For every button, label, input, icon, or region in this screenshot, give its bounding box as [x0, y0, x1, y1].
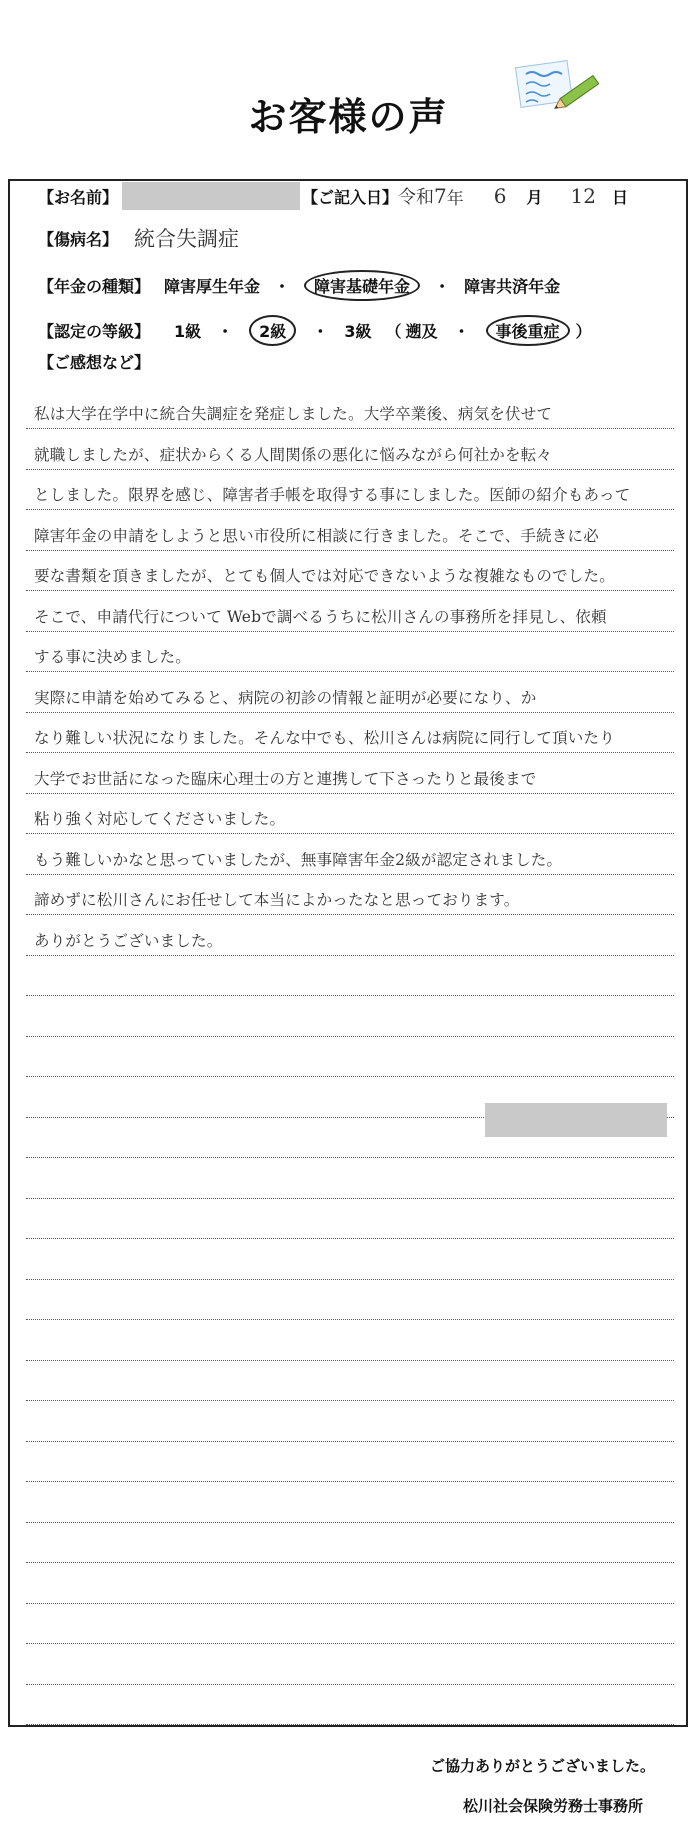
comment-line: する事に決めました。 — [34, 648, 192, 666]
ruled-line — [26, 1036, 674, 1037]
ruled-line — [26, 1076, 674, 1077]
name-date-row — [38, 181, 628, 211]
paren-close: ） — [575, 321, 592, 341]
ruled-line — [26, 833, 674, 834]
ruled-line — [26, 1603, 674, 1604]
ruled-line — [26, 1724, 674, 1725]
ruled-line — [26, 712, 674, 713]
grade-1: 1級 — [174, 321, 202, 341]
date-era: 令和 — [398, 187, 435, 208]
ruled-line — [26, 1279, 674, 1280]
comment-line: なり難しい状況になりました。そんな中でも、松川さんは病院に同行して頂いたり — [34, 729, 615, 747]
grade-row — [38, 315, 592, 345]
ruled-line — [26, 1684, 674, 1685]
ruled-line — [26, 1360, 674, 1361]
comment-line: 就職しましたが、症状からくる人間関係の悪化に悩みながら何社かを転々 — [34, 445, 553, 464]
claim-retroactive: 遡及 — [405, 321, 438, 341]
pension-type-employee: 障害厚生年金 — [164, 276, 261, 296]
comment-line: ありがとうございました。 — [34, 931, 223, 950]
comments-label: 【ご感想など】 — [38, 352, 151, 372]
comment-line: 諦めずに松川さんにお任せして本当によかったなと思っております。 — [34, 891, 520, 909]
separator-dot: ・ — [453, 321, 470, 341]
ruled-line — [26, 1319, 674, 1320]
ruled-line — [26, 509, 674, 510]
separator-dot: ・ — [274, 276, 291, 296]
ruled-line — [26, 1562, 674, 1563]
ruled-line — [26, 1643, 674, 1644]
page-title: お客様の声 — [248, 95, 449, 139]
pension-type-mutual: 障害共済年金 — [464, 276, 561, 296]
ruled-line — [26, 793, 674, 794]
separator-dot: ・ — [434, 276, 451, 296]
comment-line: としました。限界を感じ、障害者手帳を取得する事にしました。医師の紹介もあって — [34, 486, 631, 504]
ruled-line — [26, 752, 674, 753]
comment-line: 要な書類を頂きましたが、とても個人では対応できないような複雑なものでした。 — [34, 567, 615, 585]
signature-redaction — [485, 1103, 667, 1137]
comment-line: そこで、申請代行について Webで調べるうちに松川さんの事務所を拝見し、依頼 — [34, 607, 607, 626]
comment-line: 私は大学在学中に統合失調症を発症しました。大学卒業後、病気を伏せて — [34, 405, 553, 423]
grade-3: 3級 — [344, 321, 372, 341]
disease-label: 【傷病名】 — [38, 229, 119, 249]
ruled-line — [26, 550, 674, 551]
pencil-memo-icon — [510, 52, 610, 122]
comment-line: 粘り強く対応してくださいました。 — [34, 810, 286, 828]
claim-post-onset-selected: 事後重症 — [486, 315, 570, 346]
comments-label-row — [38, 346, 150, 376]
comment-line: もう難しいかなと思っていましたが、無事障害年金2級が認定されました。 — [34, 850, 563, 869]
separator-dot: ・ — [217, 321, 234, 341]
ruled-line — [26, 1522, 674, 1523]
ruled-line — [26, 590, 674, 591]
ruled-line — [26, 874, 674, 875]
pension-type-label: 【年金の種類】 — [38, 276, 151, 296]
date-day-unit: 日 — [611, 187, 628, 207]
paren-open: （ — [385, 321, 402, 341]
grade-label: 【認定の等級】 — [38, 321, 151, 341]
ruled-line — [26, 631, 674, 632]
pension-type-row — [38, 270, 560, 300]
ruled-line — [26, 1400, 674, 1401]
ruled-line — [26, 1238, 674, 1239]
date-day: 12 — [570, 184, 596, 208]
ruled-line — [26, 469, 674, 470]
name-redaction — [122, 182, 300, 210]
ruled-line — [26, 1157, 674, 1158]
pension-type-basic-selected: 障害基礎年金 — [304, 270, 420, 301]
comment-line: 実際に申請を始めてみると、病院の初診の情報と証明が必要になり、か — [34, 688, 537, 707]
date-month-unit: 月 — [526, 187, 543, 207]
office-name: 松川社会保険労務士事務所 — [463, 1797, 644, 1815]
ruled-line — [26, 1481, 674, 1482]
comment-line: 大学でお世話になった臨床心理士の方と連携して下さったりと最後まで — [34, 769, 537, 788]
separator-dot: ・ — [312, 321, 329, 341]
disease-value: 統合失調症 — [134, 227, 240, 251]
name-label: 【お名前】 — [38, 187, 119, 207]
ruled-line — [26, 1441, 674, 1442]
ruled-line — [26, 428, 674, 429]
disease-row — [38, 223, 239, 253]
thanks-message: ご協力ありがとうございました。 — [430, 1757, 656, 1775]
date-year-unit: 年 — [446, 188, 464, 209]
ruled-line — [26, 671, 674, 672]
comment-line: 障害年金の申請をしようと思い市役所に相談に行きました。そこで、手続きに必 — [34, 526, 599, 545]
ruled-line — [26, 1198, 674, 1199]
date-month: 6 — [493, 184, 507, 208]
ruled-line — [26, 955, 674, 956]
ruled-line — [26, 995, 674, 996]
ruled-line — [26, 914, 674, 915]
grade-2-selected: 2級 — [249, 315, 296, 346]
date-year: 7 — [434, 184, 447, 208]
date-label: 【ご記入日】 — [302, 187, 399, 207]
feedback-form — [8, 179, 688, 1727]
